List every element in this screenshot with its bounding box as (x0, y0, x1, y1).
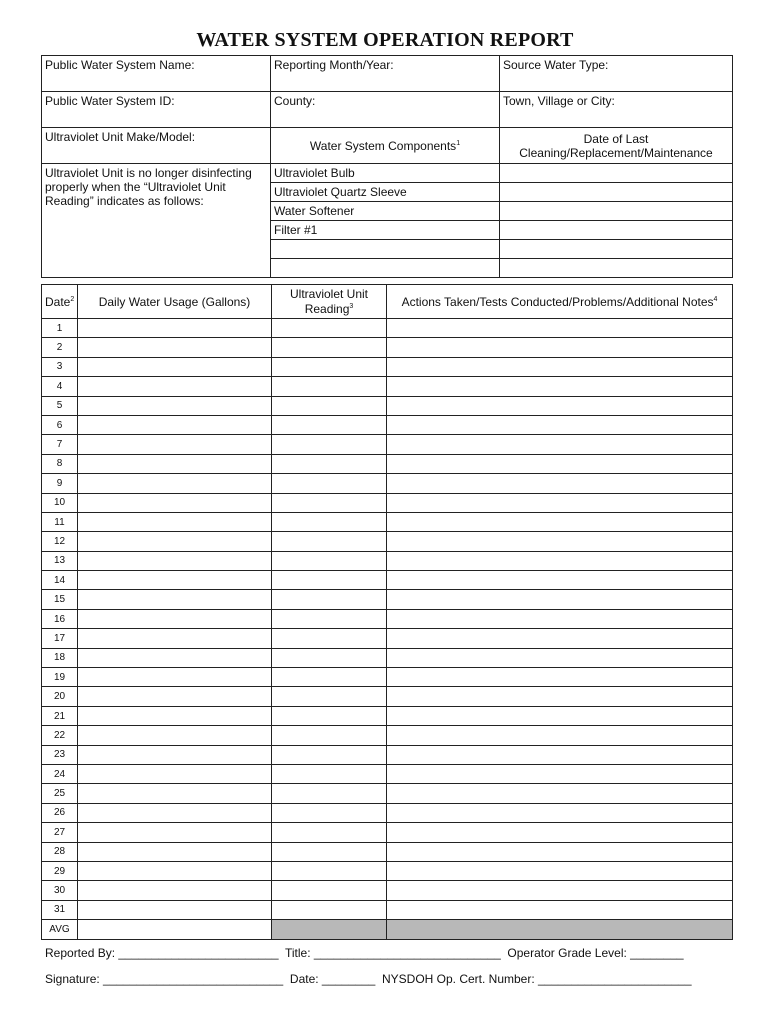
day-number: 9 (42, 474, 78, 493)
actions-cell[interactable] (387, 609, 733, 628)
actions-cell[interactable] (387, 474, 733, 493)
day-row (42, 377, 733, 396)
actions-footnote: 4 (713, 295, 718, 303)
usage-cell[interactable] (78, 571, 272, 590)
town-field[interactable] (500, 92, 733, 128)
component-date-field[interactable] (500, 164, 733, 183)
usage-cell[interactable] (78, 512, 272, 531)
day-number: 30 (42, 881, 78, 900)
day-number: 13 (42, 551, 78, 570)
last-date-header (500, 128, 733, 164)
day-number: 19 (42, 668, 78, 687)
usage-cell[interactable] (78, 415, 272, 434)
usage-cell[interactable] (78, 920, 272, 939)
day-row (42, 803, 733, 822)
town-label: Town, Village or City: (503, 94, 615, 108)
actions-cell[interactable] (387, 881, 733, 900)
report-title: WATER SYSTEM OPERATION REPORT (196, 29, 574, 51)
usage-cell[interactable] (78, 900, 272, 919)
actions-cell[interactable] (387, 551, 733, 570)
uv-reading-cell[interactable] (272, 396, 387, 415)
uv-reading-cell[interactable] (272, 823, 387, 842)
source-water-label: Source Water Type: (503, 58, 609, 72)
day-number: 15 (42, 590, 78, 609)
uv-reading-cell (272, 920, 387, 939)
usage-cell[interactable] (78, 493, 272, 512)
usage-cell[interactable] (78, 726, 272, 745)
uv-reading-cell[interactable] (272, 706, 387, 725)
actions-cell[interactable] (387, 396, 733, 415)
day-number: 20 (42, 687, 78, 706)
uv-footnote: 3 (349, 302, 354, 310)
day-row (42, 435, 733, 454)
day-number: 14 (42, 571, 78, 590)
uv-reading-cell[interactable] (272, 590, 387, 609)
system-name-field[interactable] (42, 56, 271, 92)
component-cell[interactable] (271, 259, 500, 278)
component-date-field[interactable] (500, 259, 733, 278)
usage-cell[interactable] (78, 687, 272, 706)
uv-make-field[interactable] (42, 128, 271, 164)
usage-cell[interactable] (78, 823, 272, 842)
usage-cell[interactable] (78, 803, 272, 822)
day-number: 29 (42, 861, 78, 880)
components-header-label: Water System Components (309, 138, 457, 153)
log-header-row (42, 285, 733, 319)
actions-cell[interactable] (387, 648, 733, 667)
day-number: 21 (42, 706, 78, 725)
actions-column-header (387, 285, 733, 319)
day-row (42, 629, 733, 648)
actions-cell[interactable] (387, 687, 733, 706)
component-date-field[interactable] (500, 240, 733, 259)
day-row (42, 784, 733, 803)
uv-make-label: Ultraviolet Unit Make/Model: (45, 130, 196, 144)
date-footnote: 2 (70, 295, 75, 303)
day-number: 6 (42, 415, 78, 434)
usage-cell[interactable] (78, 881, 272, 900)
day-row (42, 415, 733, 434)
day-row (42, 648, 733, 667)
day-row (42, 609, 733, 628)
day-number: 17 (42, 629, 78, 648)
uv-header-line2: Reading (304, 301, 350, 316)
day-number: 12 (42, 532, 78, 551)
uv-reading-cell[interactable] (272, 803, 387, 822)
actions-cell[interactable] (387, 571, 733, 590)
day-number: 16 (42, 609, 78, 628)
day-row (42, 396, 733, 415)
uv-reading-cell[interactable] (272, 861, 387, 880)
actions-cell[interactable] (387, 706, 733, 725)
uv-reading-cell[interactable] (272, 551, 387, 570)
day-row (42, 454, 733, 473)
usage-column-header (78, 285, 272, 319)
avg-label: AVG (42, 920, 78, 939)
component-label: Ultraviolet Quartz Sleeve (274, 185, 407, 199)
usage-cell[interactable] (78, 648, 272, 667)
day-row (42, 551, 733, 570)
uv-reading-column-header (272, 285, 387, 319)
day-row (42, 745, 733, 764)
daily-log-table (41, 284, 733, 940)
day-row (42, 706, 733, 725)
actions-cell[interactable] (387, 900, 733, 919)
component-cell (271, 164, 500, 183)
day-number: 11 (42, 512, 78, 531)
actions-cell[interactable] (387, 357, 733, 376)
uv-reading-cell[interactable] (272, 571, 387, 590)
day-row (42, 338, 733, 357)
actions-cell[interactable] (387, 823, 733, 842)
date-header-label: Date (45, 294, 71, 309)
day-row (42, 764, 733, 783)
actions-cell[interactable] (387, 842, 733, 861)
uv-note-text: Ultraviolet Unit is no longer disinfecting properly when the “Ultraviolet Unit Reading” indicates as follows: (45, 166, 252, 208)
uv-reading-cell[interactable] (272, 609, 387, 628)
uv-reading-cell[interactable] (272, 842, 387, 861)
usage-cell[interactable] (78, 609, 272, 628)
usage-cell[interactable] (78, 590, 272, 609)
usage-header-label: Daily Water Usage (Gallons) (98, 294, 251, 309)
reporting-month-field[interactable] (271, 56, 500, 92)
day-number: 2 (42, 338, 78, 357)
usage-cell[interactable] (78, 668, 272, 687)
day-row (42, 881, 733, 900)
day-number: 10 (42, 493, 78, 512)
reporting-month-label: Reporting Month/Year: (274, 58, 394, 72)
last-date-header-line2: Cleaning/Replacement/Maintenance (519, 145, 713, 160)
usage-cell[interactable] (78, 842, 272, 861)
day-row (42, 900, 733, 919)
source-water-field[interactable] (500, 56, 733, 92)
uv-reading-cell[interactable] (272, 726, 387, 745)
day-row (42, 493, 733, 512)
uv-header-line1: Ultraviolet Unit (289, 286, 369, 301)
day-row (42, 842, 733, 861)
actions-cell[interactable] (387, 764, 733, 783)
component-label: Ultraviolet Bulb (274, 166, 355, 180)
day-number: 25 (42, 784, 78, 803)
day-number: 22 (42, 726, 78, 745)
system-id-field[interactable] (42, 92, 271, 128)
actions-cell[interactable] (387, 454, 733, 473)
county-label: County: (274, 94, 316, 108)
components-header (271, 128, 500, 164)
usage-cell[interactable] (78, 396, 272, 415)
usage-cell[interactable] (78, 454, 272, 473)
day-number: 31 (42, 900, 78, 919)
system-name-label: Public Water System Name: (45, 58, 195, 72)
day-row (42, 532, 733, 551)
uv-reading-cell[interactable] (272, 532, 387, 551)
actions-cell[interactable] (387, 512, 733, 531)
uv-reading-cell[interactable] (272, 435, 387, 454)
actions-cell[interactable] (387, 803, 733, 822)
usage-cell[interactable] (78, 435, 272, 454)
actions-header-label: Actions Taken/Tests Conducted/Problems/Additional Notes (401, 294, 714, 309)
usage-cell[interactable] (78, 551, 272, 570)
signature-line[interactable]: Signature: ___________________________ Date: ________ NYSDOH Op. Cert. Number: _______________________ (45, 972, 692, 986)
system-id-label: Public Water System ID: (45, 94, 175, 108)
day-number: 4 (42, 377, 78, 396)
system-info-table (41, 55, 733, 278)
actions-cell[interactable] (387, 319, 733, 338)
usage-cell[interactable] (78, 629, 272, 648)
usage-cell[interactable] (78, 861, 272, 880)
day-row (42, 319, 733, 338)
uv-reading-cell[interactable] (272, 668, 387, 687)
day-row (42, 474, 733, 493)
usage-cell[interactable] (78, 357, 272, 376)
day-number: 23 (42, 745, 78, 764)
day-number: 28 (42, 842, 78, 861)
actions-cell[interactable] (387, 668, 733, 687)
date-column-header (42, 285, 78, 319)
actions-cell[interactable] (387, 532, 733, 551)
uv-reading-cell[interactable] (272, 319, 387, 338)
usage-cell[interactable] (78, 784, 272, 803)
day-number: 3 (42, 357, 78, 376)
day-row (42, 823, 733, 842)
day-row (42, 668, 733, 687)
actions-cell[interactable] (387, 861, 733, 880)
usage-cell[interactable] (78, 474, 272, 493)
day-number: 5 (42, 396, 78, 415)
day-row (42, 512, 733, 531)
actions-cell[interactable] (387, 629, 733, 648)
component-date-field[interactable] (500, 221, 733, 240)
actions-cell[interactable] (387, 726, 733, 745)
day-number: 26 (42, 803, 78, 822)
day-number: 18 (42, 648, 78, 667)
uv-note-cell[interactable] (42, 164, 271, 278)
actions-cell[interactable] (387, 745, 733, 764)
last-date-header-line1: Date of Last (583, 131, 649, 146)
day-number: 1 (42, 319, 78, 338)
component-date-field[interactable] (500, 202, 733, 221)
average-row (42, 920, 733, 939)
day-number: 24 (42, 764, 78, 783)
uv-reading-cell[interactable] (272, 764, 387, 783)
actions-cell[interactable] (387, 377, 733, 396)
day-row (42, 861, 733, 880)
usage-cell[interactable] (78, 745, 272, 764)
usage-cell[interactable] (78, 706, 272, 725)
uv-reading-cell[interactable] (272, 881, 387, 900)
uv-reading-cell[interactable] (272, 784, 387, 803)
uv-reading-cell[interactable] (272, 474, 387, 493)
actions-cell (387, 920, 733, 939)
uv-reading-cell[interactable] (272, 357, 387, 376)
day-number: 27 (42, 823, 78, 842)
component-cell[interactable] (271, 240, 500, 259)
actions-cell[interactable] (387, 590, 733, 609)
component-label: Water Softener (274, 204, 355, 218)
day-number: 8 (42, 454, 78, 473)
component-cell (271, 221, 500, 240)
uv-reading-cell[interactable] (272, 512, 387, 531)
actions-cell[interactable] (387, 784, 733, 803)
usage-cell[interactable] (78, 764, 272, 783)
county-field[interactable] (271, 92, 500, 128)
component-label: Filter #1 (274, 223, 318, 237)
component-cell (271, 183, 500, 202)
usage-cell[interactable] (78, 319, 272, 338)
actions-cell[interactable] (387, 338, 733, 357)
usage-cell[interactable] (78, 377, 272, 396)
uv-reading-cell[interactable] (272, 415, 387, 434)
uv-reading-cell[interactable] (272, 900, 387, 919)
day-row (42, 571, 733, 590)
reported-by-line[interactable]: Reported By: ________________________ Title: ____________________________ Operator Grade Level: ________ (45, 946, 684, 960)
uv-reading-cell[interactable] (272, 629, 387, 648)
day-row (42, 726, 733, 745)
day-number: 7 (42, 435, 78, 454)
uv-reading-cell[interactable] (272, 493, 387, 512)
uv-reading-cell[interactable] (272, 745, 387, 764)
uv-reading-cell[interactable] (272, 377, 387, 396)
component-date-field[interactable] (500, 183, 733, 202)
component-cell (271, 202, 500, 221)
components-footnote: 1 (456, 139, 461, 147)
day-row (42, 590, 733, 609)
usage-cell[interactable] (78, 338, 272, 357)
uv-reading-cell[interactable] (272, 648, 387, 667)
uv-reading-cell[interactable] (272, 687, 387, 706)
day-row (42, 357, 733, 376)
actions-cell[interactable] (387, 435, 733, 454)
uv-reading-cell[interactable] (272, 338, 387, 357)
usage-cell[interactable] (78, 532, 272, 551)
day-row (42, 687, 733, 706)
actions-cell[interactable] (387, 493, 733, 512)
actions-cell[interactable] (387, 415, 733, 434)
uv-reading-cell[interactable] (272, 454, 387, 473)
